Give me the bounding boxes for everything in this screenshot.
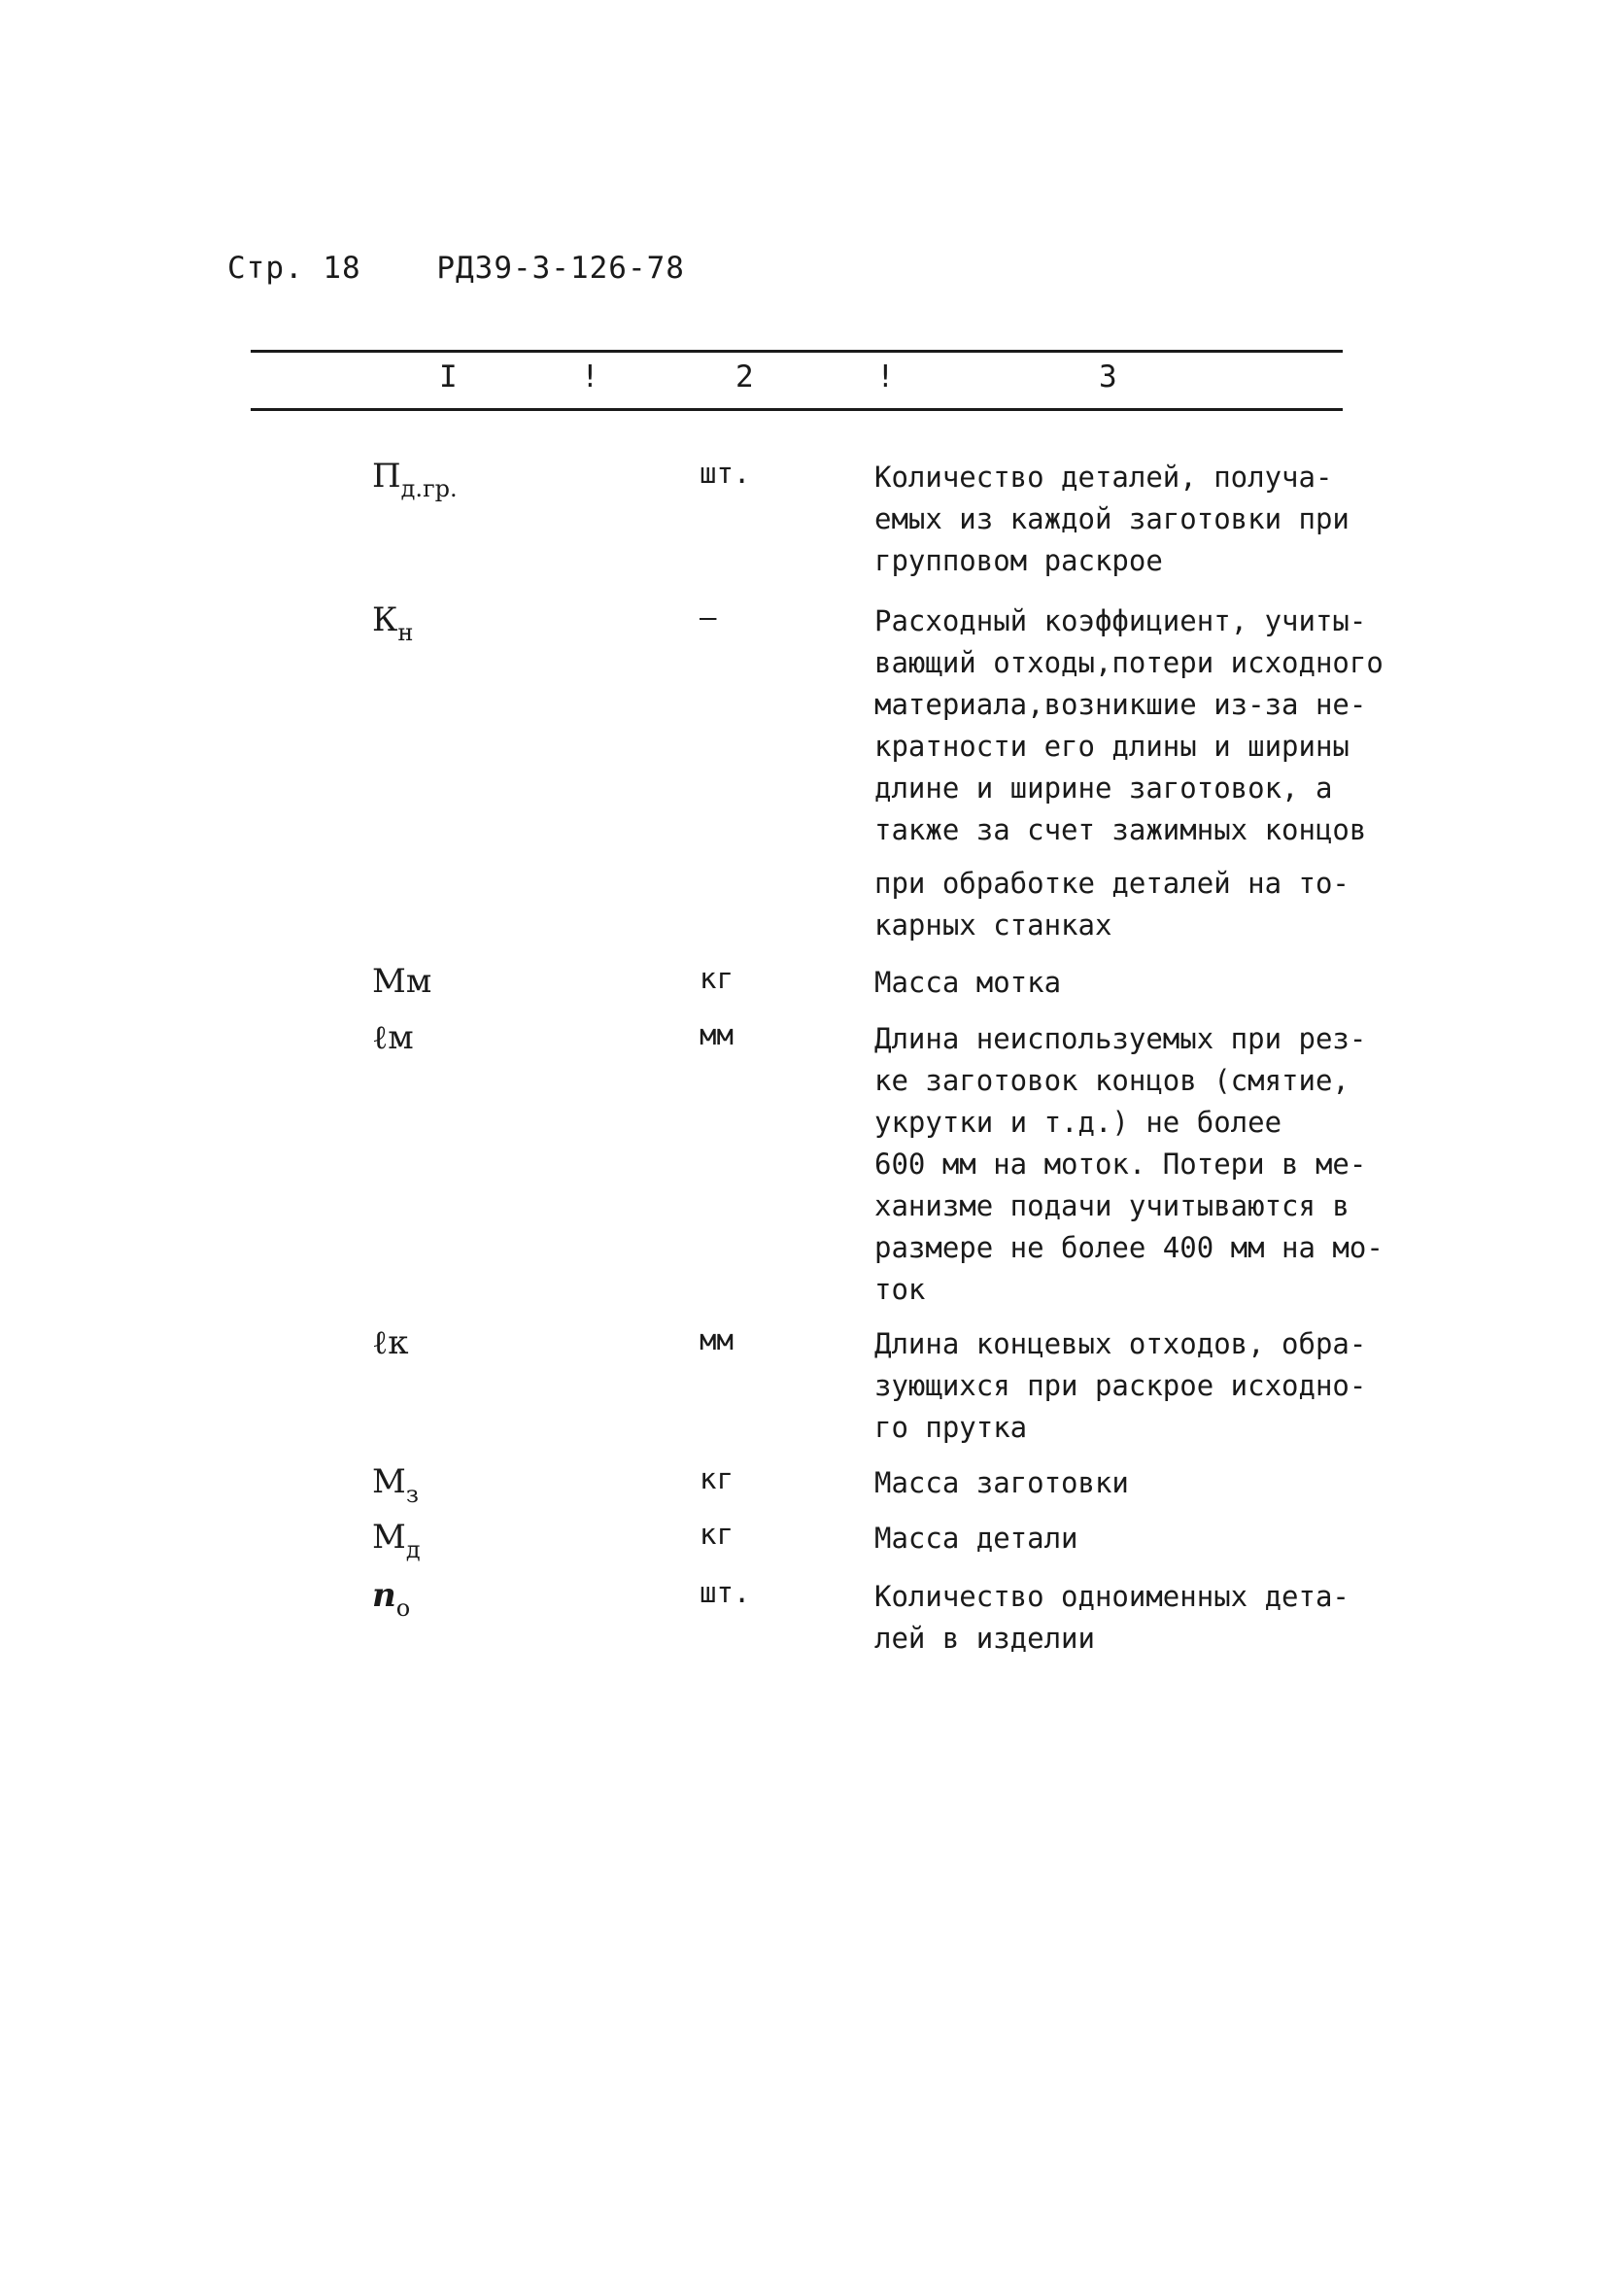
- unit-cell: мм: [700, 1018, 734, 1051]
- description-line: зующихся при раскрое исходно-: [874, 1369, 1367, 1402]
- description-line: Масса заготовки: [874, 1466, 1129, 1499]
- page-header: [227, 251, 685, 286]
- description-line: групповом раскрое: [874, 544, 1163, 577]
- description-line: 600 мм на моток. Потери в ме-: [874, 1148, 1367, 1181]
- symbol-cell: [372, 1462, 419, 1508]
- description-line: Количество одноименных дета-: [874, 1580, 1350, 1613]
- description-line: укрутки и т.д.) не более: [874, 1106, 1282, 1139]
- description-cell: [874, 457, 1399, 582]
- description-cell: [874, 1576, 1399, 1660]
- unit-cell: шт.: [700, 1576, 751, 1609]
- symbol-subscript: д.гр.: [400, 475, 458, 502]
- symbol-base: К: [372, 600, 398, 639]
- description-cell: [874, 962, 1399, 1004]
- description-line: ток: [874, 1273, 926, 1306]
- symbol-base: М: [372, 1462, 406, 1501]
- description-line: при обработке деталей на то-: [874, 867, 1350, 900]
- column-separator: !: [876, 360, 895, 394]
- description-line: кратности его длины и ширины: [874, 730, 1350, 763]
- symbol-cell: [372, 600, 413, 646]
- symbol-subscript: з: [405, 1481, 419, 1508]
- unit-cell: –: [700, 600, 717, 634]
- column-header-2: 2: [735, 360, 754, 394]
- description-line: Количество деталей, получа-: [874, 461, 1333, 494]
- description-line: материала,возникшие из-за не-: [874, 688, 1367, 721]
- description-line: карных станках: [874, 908, 1112, 942]
- description-line: вающий отходы,потери исходного: [874, 646, 1384, 679]
- symbol-base: М: [372, 1518, 406, 1557]
- description-line: Масса детали: [874, 1522, 1078, 1555]
- description-line: также за счет зажимных концов: [874, 813, 1367, 846]
- symbol-base: П: [372, 457, 401, 496]
- symbol-cell: [372, 457, 458, 502]
- description-cell: [874, 1018, 1399, 1311]
- description-line: ке заготовок концов (смятие,: [874, 1064, 1350, 1097]
- symbol-cell: [372, 1518, 421, 1563]
- symbol-cell: [372, 1018, 414, 1064]
- description-line: Длина неиспользуемых при рез-: [874, 1022, 1367, 1055]
- description-line: размере не более 400 мм на мо-: [874, 1231, 1384, 1264]
- paragraph-gap: [874, 851, 1399, 863]
- symbol-base: ℓк: [372, 1323, 409, 1362]
- description-cell: [874, 1462, 1399, 1504]
- symbol-base: n: [372, 1576, 396, 1615]
- column-header-1: I: [439, 360, 458, 394]
- unit-cell: кг: [700, 962, 734, 995]
- unit-cell: кг: [700, 1462, 734, 1495]
- column-separator: !: [581, 360, 599, 394]
- symbol-cell: [372, 1576, 410, 1622]
- symbol-base: ℓм: [372, 1018, 414, 1057]
- unit-cell: мм: [700, 1323, 734, 1356]
- description-line: ханизме подачи учитываются в: [874, 1189, 1350, 1222]
- description-line: лей в изделии: [874, 1622, 1095, 1655]
- document-code: РД39-3-126-78: [436, 251, 685, 286]
- page-number: Стр. 18: [227, 251, 361, 286]
- symbol-subscript: о: [395, 1594, 411, 1622]
- unit-cell: шт.: [700, 457, 751, 490]
- description-line: Масса мотка: [874, 966, 1062, 999]
- description-cell: [874, 600, 1399, 946]
- column-header-3: 3: [1099, 360, 1117, 394]
- table-header-rule: [251, 408, 1343, 411]
- table-top-rule: [251, 350, 1343, 353]
- description-line: длине и ширине заготовок, а: [874, 771, 1333, 805]
- description-line: Расходный коэффициент, учиты-: [874, 604, 1367, 637]
- description-cell: [874, 1518, 1399, 1559]
- description-line: го прутка: [874, 1411, 1028, 1444]
- symbol-subscript: д: [405, 1536, 421, 1563]
- description-line: емых из каждой заготовки при: [874, 502, 1350, 535]
- symbol-cell: [372, 962, 431, 1008]
- symbol-cell: [372, 1323, 409, 1369]
- description-cell: [874, 1323, 1399, 1449]
- symbol-base: Мм: [372, 962, 432, 1001]
- description-line: Длина концевых отходов, обра-: [874, 1327, 1367, 1360]
- unit-cell: кг: [700, 1518, 734, 1551]
- symbol-subscript: н: [397, 619, 414, 646]
